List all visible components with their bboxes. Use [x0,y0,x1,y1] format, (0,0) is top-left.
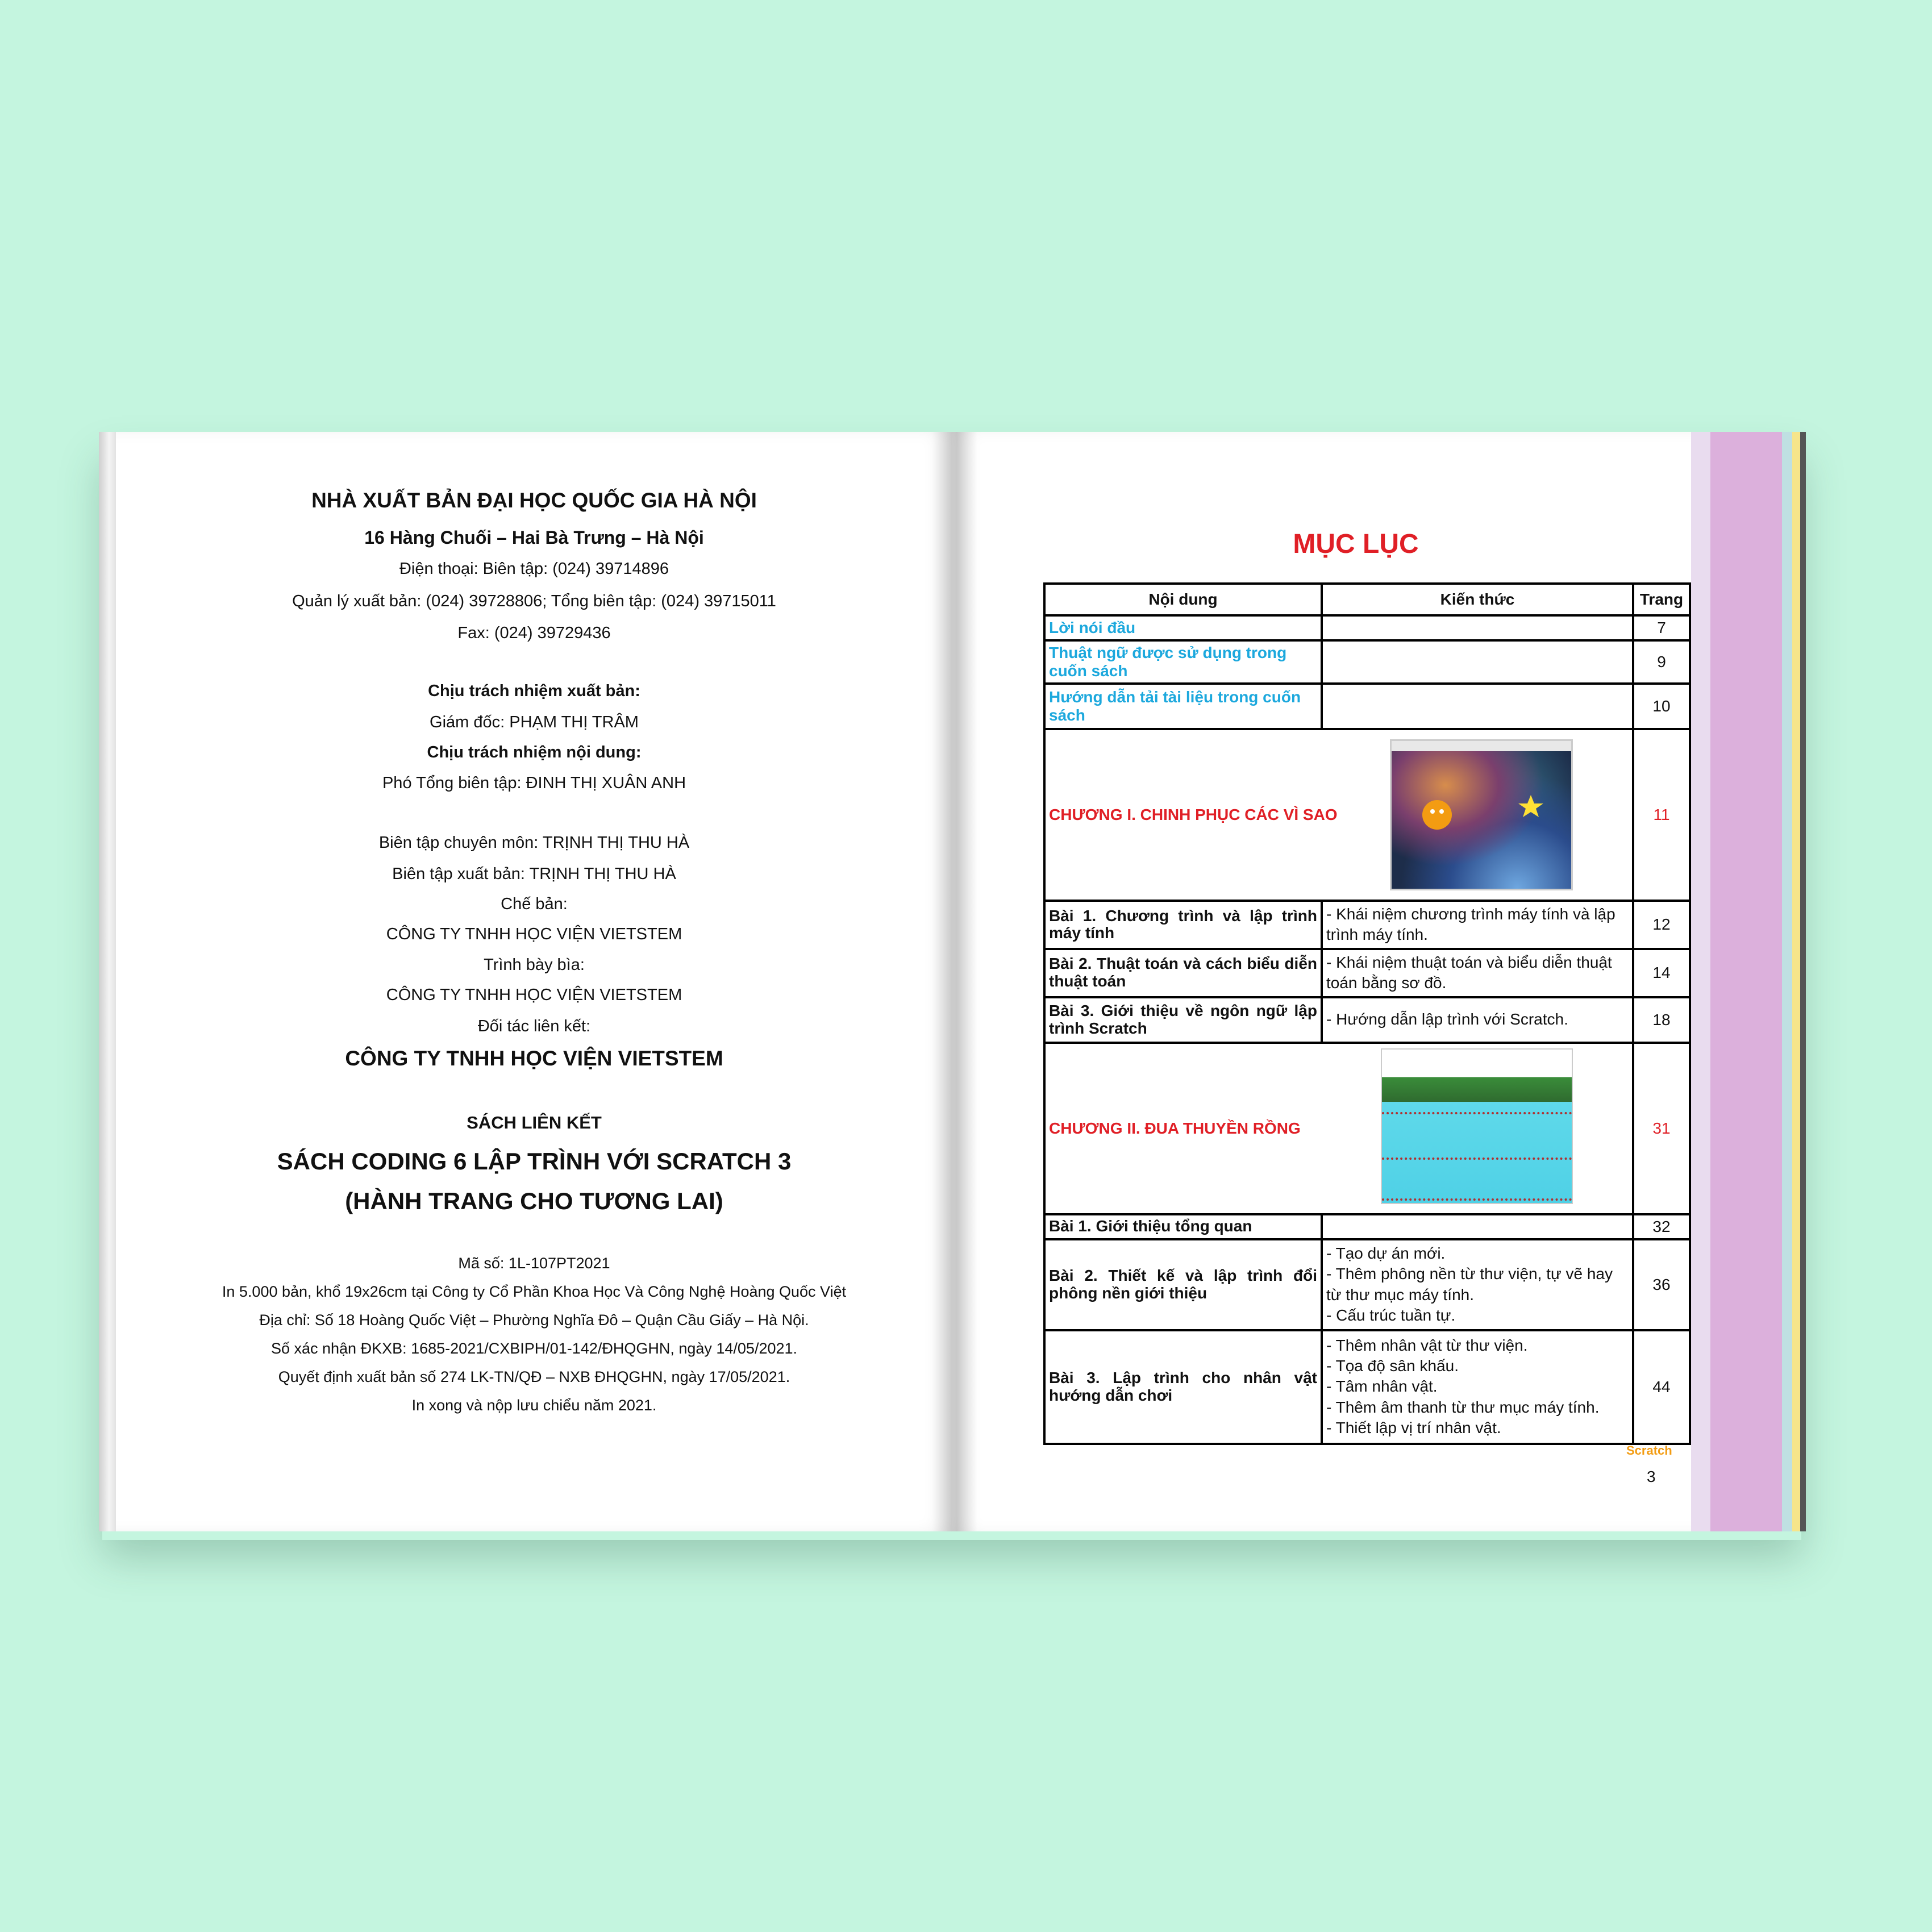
knowledge-item: - Cấu trúc tuần tự. [1326,1306,1456,1324]
specialist-editor: Biên tập chuyên môn: TRỊNH THỊ THU HÀ [378,834,690,852]
toc-row [1044,901,1690,949]
lesson-knowledge: - Hướng dẫn lập trình với Scratch. [1322,997,1633,1043]
toc-row [1044,1214,1690,1239]
toc-knowledge-empty [1322,640,1633,684]
toc-page: 9 [1633,640,1690,684]
cover-company: CÔNG TY TNHH HỌC VIỆN VIETSTEM [386,986,682,1004]
toc-page: 36 [1633,1239,1690,1330]
header-page: Trang [1633,584,1690,615]
layout-company: CÔNG TY TNHH HỌC VIỆN VIETSTEM [386,925,682,943]
phone-management: Quản lý xuất bản: (024) 39728806; Tổng biên tập: (024) 39715011 [292,592,776,610]
toc-chapter-row [1044,729,1690,901]
spine-shadow [932,432,977,1531]
chapter-1-cell [1044,729,1633,901]
knowledge-item: - Tâm nhân vật. [1326,1377,1438,1396]
left-page [99,432,952,1531]
lesson-knowledge: - Khái niệm chương trình máy tính và lập trình máy tính. [1322,901,1633,949]
toc-page: 10 [1633,684,1690,729]
lesson-title: Bài 2. Thuật toán và cách biểu diễn thuật toán [1044,949,1322,997]
fax: Fax: (024) 39729436 [457,624,611,642]
knowledge-item: - Tạo dự án mới. [1326,1244,1446,1262]
knowledge-item: - Thêm phông nền từ thư viện, tự vẽ hay từ thư mục máy tính. [1326,1265,1613,1304]
publishing-editor: Biên tập xuất bản: TRỊNH THỊ THU HÀ [392,865,676,883]
lesson-title: Bài 2. Thiết kế và lập trình đổi phông nền giới thiệu [1044,1239,1322,1330]
partner-company: CÔNG TY TNHH HỌC VIỆN VIETSTEM [345,1047,723,1070]
toc-page: 18 [1633,997,1690,1043]
header-knowledge: Kiến thức [1322,584,1633,615]
print-address: Địa chỉ: Số 18 Hoàng Quốc Việt – Phường Nghĩa Đô – Quận Cầu Giấy – Hà Nội. [259,1311,809,1329]
toc-link-preface[interactable]: Lời nói đầu [1044,615,1322,640]
toc-knowledge-empty [1322,615,1633,640]
publisher-address: 16 Hàng Chuối – Hai Bà Trưng – Hà Nội [364,527,704,548]
toc-page: 14 [1633,949,1690,997]
toc-row [1044,997,1690,1043]
toc-header-row [1044,584,1690,615]
left-page-edge [99,432,116,1531]
publishing-decision: Quyết định xuất bản số 274 LK-TN/QĐ – NXB ĐHQGHN, ngày 17/05/2021. [278,1368,790,1385]
director: Giám đốc: PHẠM THỊ TRÂM [430,713,639,731]
lesson-knowledge: - Khái niệm thuật toán và biểu diễn thuật toán bằng sơ đồ. [1322,949,1633,997]
deputy-editor: Phó Tổng biên tập: ĐINH THỊ XUÂN ANH [382,774,686,792]
toc-row [1044,684,1690,729]
series-label: SÁCH LIÊN KẾT [467,1113,602,1132]
lesson-knowledge-list [1322,1239,1633,1330]
knowledge-item: - Thiết lập vị trí nhân vật. [1326,1419,1501,1437]
chapter-1-title: CHƯƠNG I. CHINH PHỤC CÁC VÌ SAO [1049,806,1338,823]
page-number: 3 [1647,1468,1656,1485]
header-content: Nội dung [1044,584,1322,615]
toc-row [1044,949,1690,997]
publisher-name: NHÀ XUẤT BẢN ĐẠI HỌC QUỐC GIA HÀ NỘI [311,489,757,512]
chapter-2-title: CHƯƠNG II. ĐUA THUYỀN RỒNG [1049,1119,1301,1137]
toc-row [1044,1330,1690,1444]
toc-link-terms[interactable]: Thuật ngữ được sử dụng trong cuốn sách [1044,640,1322,684]
phone-editor: Điện thoại: Biên tập: (024) 39714896 [399,560,669,578]
chapter-2-scratch-screenshot [1381,1048,1573,1204]
print-info: In 5.000 bản, khổ 19x26cm tại Công ty Cổ Phần Khoa Học Và Công Nghệ Hoàng Quốc Việt [222,1283,847,1300]
toc-page: 7 [1633,615,1690,640]
toc-row [1044,1239,1690,1330]
chapter-2-page: 31 [1633,1043,1690,1214]
chapter-1-scratch-screenshot [1390,739,1573,890]
cover-label: Trình bày bìa: [484,956,585,974]
lesson-title: Bài 1. Chương trình và lập trình máy tính [1044,901,1322,949]
knowledge-item: - Tọa độ sân khấu. [1326,1356,1459,1375]
toc-page: 12 [1633,901,1690,949]
toc-knowledge-empty [1322,684,1633,729]
code-number: Mã số: 1L-107PT2021 [458,1255,610,1272]
toc-table [1043,582,1691,1445]
lesson-knowledge [1322,1214,1633,1239]
book-subtitle: (HÀNH TRANG CHO TƯƠNG LAI) [345,1188,723,1214]
toc-chapter-row [1044,1043,1690,1214]
knowledge-item: - Thêm âm thanh từ thư mục máy tính. [1326,1398,1600,1416]
lesson-title: Bài 3. Lập trình cho nhân vật hướng dẫn chơi [1044,1330,1322,1444]
lesson-title: Bài 1. Giới thiệu tổng quan [1044,1214,1322,1239]
toc-row [1044,615,1690,640]
layout-label: Chế bản: [501,895,568,913]
knowledge-item: - Thêm nhân vật từ thư viện. [1326,1336,1528,1354]
legal-deposit: In xong và nộp lưu chiểu năm 2021. [411,1397,657,1414]
book-title: SÁCH CODING 6 LẬP TRÌNH VỚI SCRATCH 3 [277,1148,792,1175]
chapter-2-cell [1044,1043,1633,1214]
partner-label: Đối tác liên kết: [477,1017,591,1035]
toc-page: 32 [1633,1214,1690,1239]
responsible-publishing-label: Chịu trách nhiệm xuất bản: [428,682,640,700]
responsible-content-label: Chịu trách nhiệm nội dung: [427,743,642,761]
toc-row [1044,640,1690,684]
scratch-logo: Scratch [1626,1443,1672,1458]
toc-link-download[interactable]: Hướng dẫn tải tài liệu trong cuốn sách [1044,684,1322,729]
toc-page: 44 [1633,1330,1690,1444]
chapter-1-page: 11 [1633,729,1690,901]
lesson-knowledge-list [1322,1330,1633,1444]
page-edge-tabs [1691,432,1782,1531]
toc-title: MỤC LỤC [1293,529,1419,559]
registration: Số xác nhận ĐKXB: 1685-2021/CXBIPH/01-142/ĐHQGHN, ngày 14/05/2021. [270,1340,798,1357]
lesson-title: Bài 3. Giới thiệu về ngôn ngữ lập trình Scratch [1044,997,1322,1043]
